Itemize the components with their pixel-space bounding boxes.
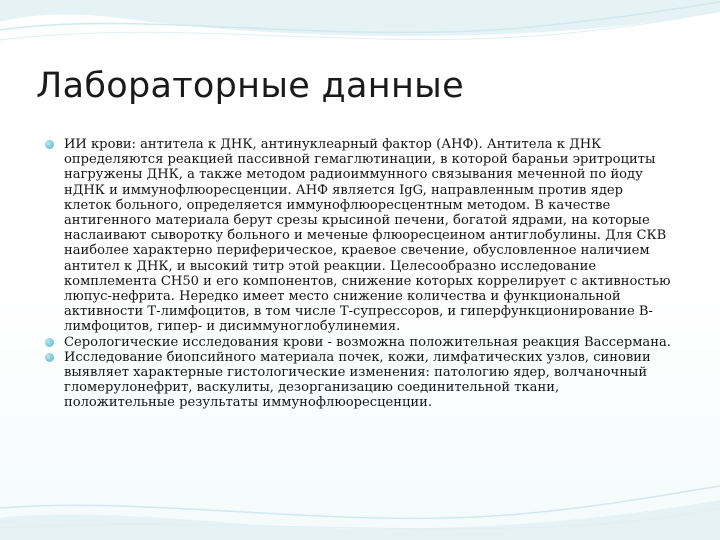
- bullet-text: Исследование биопсийного материала почек, кожи, лимфатических узлов, синовии выявляет характерные гистологические изменения: патологию ядер, волчаночный гломерулонефрит, васкулиты, дезорганизацию соединительной ткани, положительные результаты иммунофлюоресценции.: [64, 349, 651, 411]
- bullet-dot-icon: [45, 353, 54, 362]
- bullet-dot-icon: [45, 338, 54, 347]
- bullet-text: Серологические исследования крови - возможна положительная реакция Вассермана.: [64, 334, 671, 350]
- bottom-swoosh-line: [0, 486, 720, 518]
- bullet-list: [45, 137, 673, 411]
- page-title: Лабораторные данные: [36, 66, 464, 106]
- bullet-dot-icon: [45, 140, 54, 149]
- list-item: [45, 335, 673, 350]
- bullet-text: ИИ крови: антитела к ДНК, антинуклеарный фактор (АНФ). Антитела к ДНК определяются реакцией пассивной гемаглютинации, в которой бараньи эритроциты нагружены ДНК, а также методом радиоиммунного связывания меченной по йоду нДНК и иммунофлюоресценции. АНФ является IgG, направленным против ядер клеток больного, определяется иммунофлюоресцентным методом. В качестве антигенного материала берут срезы крысиной печени, богатой ядрами, на которые наслаивают сыворотку больного и меченые флюоресцеином антиглобулины. Для СКВ наиболее характерно периферическое, краевое свечение, обусловленное наличием антител к ДНК, и высокий титр этой реакции. Целесообразно исследование комплемента CH50 и его компонентов, снижение которых коррелирует с активностью люпус-нефрита. Нередко имеет место снижение количества и функциональной активности Т-лимфоцитов, в том числе Т-супрессоров, и гиперфункционирование В-лимфоцитов, гипер- и дисиммуноглобулинемия.: [64, 137, 671, 335]
- list-item: [45, 350, 673, 411]
- list-item: [45, 137, 673, 335]
